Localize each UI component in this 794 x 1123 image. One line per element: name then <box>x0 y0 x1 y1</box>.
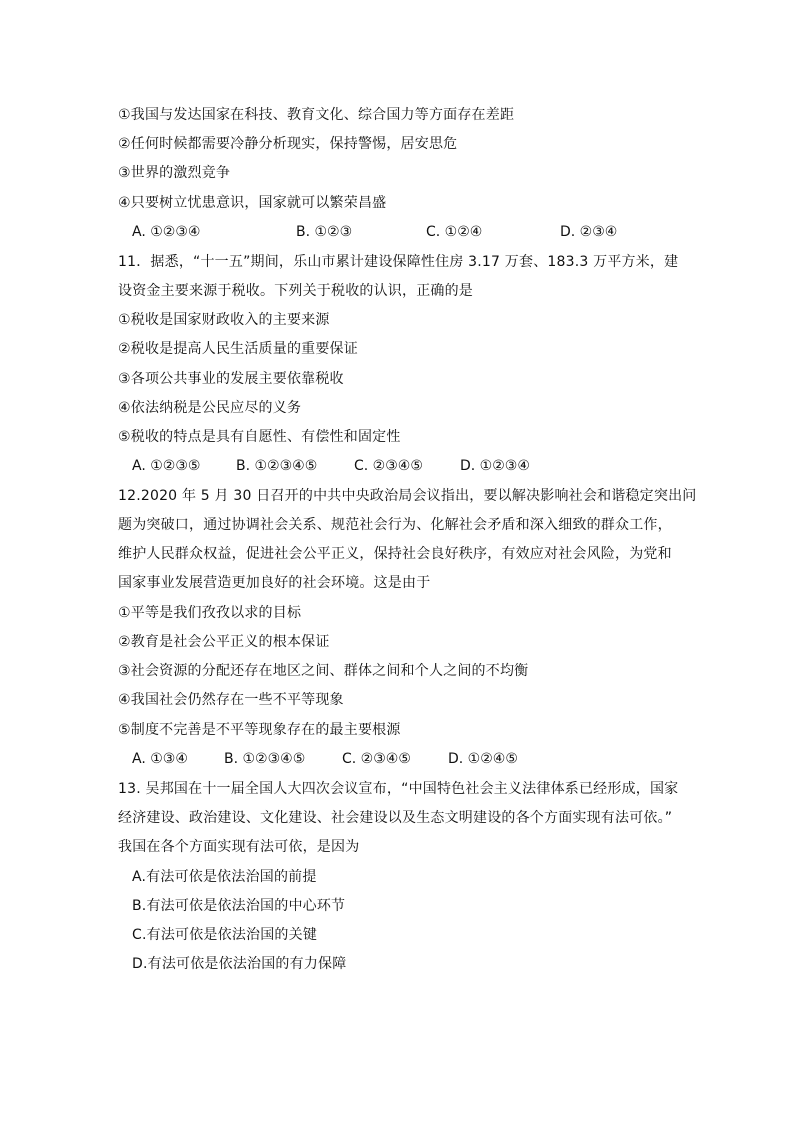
q11-item-2: ②税收是提高人民生活质量的重要保证 <box>118 341 358 357</box>
q12-item-2: ②教育是社会公平正义的根本保证 <box>118 634 330 650</box>
q11-option-d: D. ①②③④ <box>460 458 530 474</box>
q12-item-5: ⑤制度不完善是不平等现象存在的最主要根源 <box>118 722 401 738</box>
q12-option-c: C. ②③④⑤ <box>342 751 411 767</box>
q10-item-1: ①我国与发达国家在科技、教育文化、综合国力等方面存在差距 <box>118 107 515 123</box>
q13-stem-line-3: 我国在各个方面实现有法可依，是因为 <box>118 839 360 855</box>
q12-option-d: D. ①②④⑤ <box>448 751 518 767</box>
q11-stem-line-1: 11．据悉，“十一五”期间，乐山市累计建设保障性住房 3.17 万套、183.3 万平方米，建 <box>118 254 679 270</box>
q11-item-1: ①税收是国家财政收入的主要来源 <box>118 312 330 328</box>
q13-option-b: B.有法可依是依法治国的中心环节 <box>132 898 346 914</box>
q13-option-d: D.有法可依是依法治国的有力保障 <box>132 956 347 972</box>
q12-item-1: ①平等是我们孜孜以求的目标 <box>118 605 302 621</box>
q10-option-a: A. ①②③④ <box>132 224 201 240</box>
q11-item-3: ③各项公共事业的发展主要依靠税收 <box>118 371 344 387</box>
q12-option-a: A. ①③④ <box>132 751 188 767</box>
q11-item-5: ⑤税收的特点是具有自愿性、有偿性和固定性 <box>118 429 401 445</box>
q13-stem-line-1: 13. 吴邦国在十一届全国人大四次会议宣布，“中国特色社会主义法律体系已经形成，国家 <box>118 781 679 797</box>
q11-option-c: C. ②③④⑤ <box>354 458 423 474</box>
q12-option-b: B. ①②③④⑤ <box>224 751 306 767</box>
q12-item-4: ④我国社会仍然存在一些不平等现象 <box>118 692 344 708</box>
q10-item-2: ②任何时候都需要冷静分析现实，保持警惕，居安思危 <box>118 136 458 152</box>
q11-stem-line-2: 设资金主要来源于税收。下列关于税收的认识，正确的是 <box>118 283 473 299</box>
q13-option-a: A.有法可依是依法治国的前提 <box>132 869 317 885</box>
q12-stem-line-1: 12.2020 年 5 月 30 日召开的中共中央政治局会议指出，要以解决影响社会和谐稳定突出问 <box>118 488 697 504</box>
q13-stem-line-2: 经济建设、政治建设、文化建设、社会建设以及生态文明建设的各个方面实现有法可依。” <box>118 810 673 826</box>
q10-item-3: ③世界的激烈竞争 <box>118 165 231 181</box>
q11-item-4: ④依法纳税是公民应尽的义务 <box>118 400 302 416</box>
q10-option-b: B. ①②③ <box>296 224 353 240</box>
q12-stem-line-3: 维护人民群众权益，促进社会公平正义，保持社会良好秩序，有效应对社会风险，为党和 <box>118 546 672 562</box>
q12-stem-line-2: 题为突破口，通过协调社会关系、规范社会行为、化解社会矛盾和深入细致的群众工作， <box>118 517 672 533</box>
q13-option-c: C.有法可依是依法治国的关键 <box>132 927 318 943</box>
q11-option-a: A. ①②③⑤ <box>132 458 201 474</box>
q10-option-c: C. ①②④ <box>426 224 483 240</box>
q12-item-3: ③社会资源的分配还存在地区之间、群体之间和个人之间的不均衡 <box>118 663 529 679</box>
q11-option-b: B. ①②③④⑤ <box>236 458 318 474</box>
q10-option-d: D. ②③④ <box>560 224 618 240</box>
q12-stem-line-4: 国家事业发展营造更加良好的社会环境。这是由于 <box>118 575 431 591</box>
q10-item-4: ④只要树立忧患意识，国家就可以繁荣昌盛 <box>118 195 387 211</box>
